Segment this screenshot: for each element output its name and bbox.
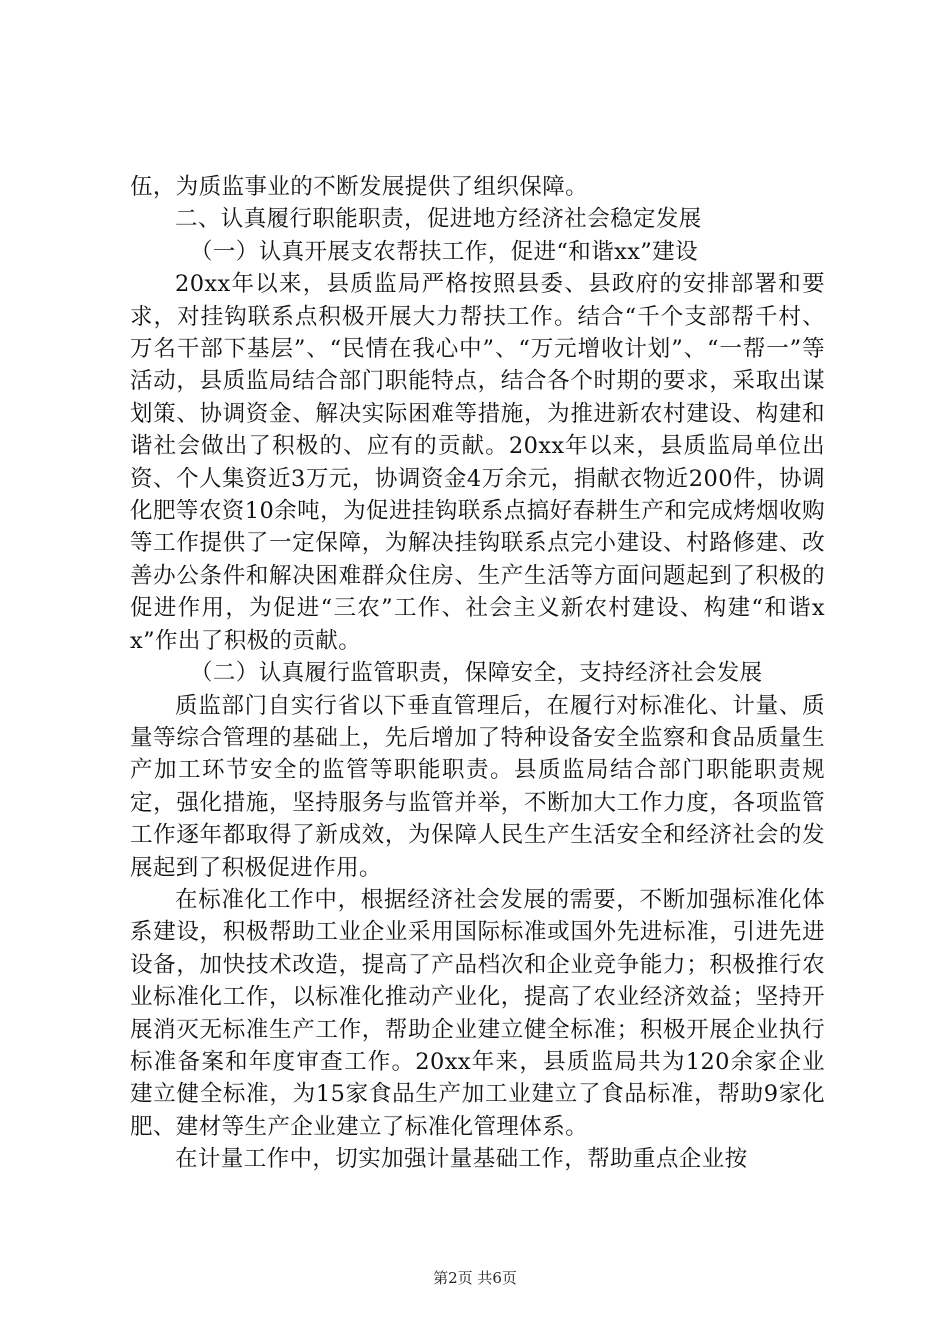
subsection-heading: （二）认真履行监管职责，保障安全，支持经济社会发展 [190,660,763,687]
document-body [130,171,825,1176]
subsection-heading: （一）认真开展支农帮扶工作，促进“和谐xx”建设 [190,238,698,265]
page-number-footer: 第2页 共6页 [433,1269,517,1287]
section-heading: 二、认真履行职能职责，促进地方经济社会稳定发展 [175,206,702,233]
paragraph: 在标准化工作中，根据经济社会发展的需要，不断加强标准化体系建设，积极帮助工业企业采用国际标准或国外先进标准，引进先进设备，加快技术改造，提高了产品档次和企业竞争能力；积极推行农业标准化工作，以标准化推动产业化，提高了农业经济效益；坚持开展消灭无标准生产工作，帮助企业建立健全标准；积极开展企业执行标准备案和年度审查工作。20xx年来，县质监局共为120余家企业建立健全标准，为15家食品生产加工业建立了食品标准，帮助9家化肥、建材等生产企业建立了标准化管理体系。 [130,886,825,1140]
paragraph: 在计量工作中，切实加强计量基础工作，帮助重点企业按 [175,1146,748,1173]
paragraph-continuation: 伍，为质监事业的不断发展提供了组织保障。 [130,174,589,200]
paragraph: 质监部门自实行省以下垂直管理后，在履行对标准化、计量、质量等综合管理的基础上，先后增加了特种设备安全监察和食品质量生产加工环节安全的监管等职能职责。县质监局结合部门职能职责规定，强化措施，坚持服务与监管并举，不断加大工作力度，各项监管工作逐年都取得了新成效，为保障人民生产生活安全和经济社会的发展起到了积极促进作用。 [130,692,825,881]
paragraph: 20xx年以来，县质监局严格按照县委、县政府的安排部署和要求，对挂钩联系点积极开展大力帮扶工作。结合“千个支部帮千村、万名干部下基层”、“民情在我心中”、“万元增收计划”、“一帮一”等活动，县质监局结合部门职能特点，结合各个时期的要求，采取出谋划策、协调资金、解决实际困难等措施，为推进新农村建设、构建和谐社会做出了积极的、应有的贡献。20xx年以来，县质监局单位出资、个人集资近3万元，协调资金4万余元，捐献衣物近200件，协调化肥等农资10余吨，为促进挂钩联系点搞好春耕生产和完成烤烟收购等工作提供了一定保障，为解决挂钩联系点完小建设、村路修建、改善办公条件和解决困难群众住房、生产生活等方面问题起到了积极的促进作用，为促进“三农”工作、社会主义新农村建设、构建“和谐xx”作出了积极的贡献。 [130,271,825,654]
